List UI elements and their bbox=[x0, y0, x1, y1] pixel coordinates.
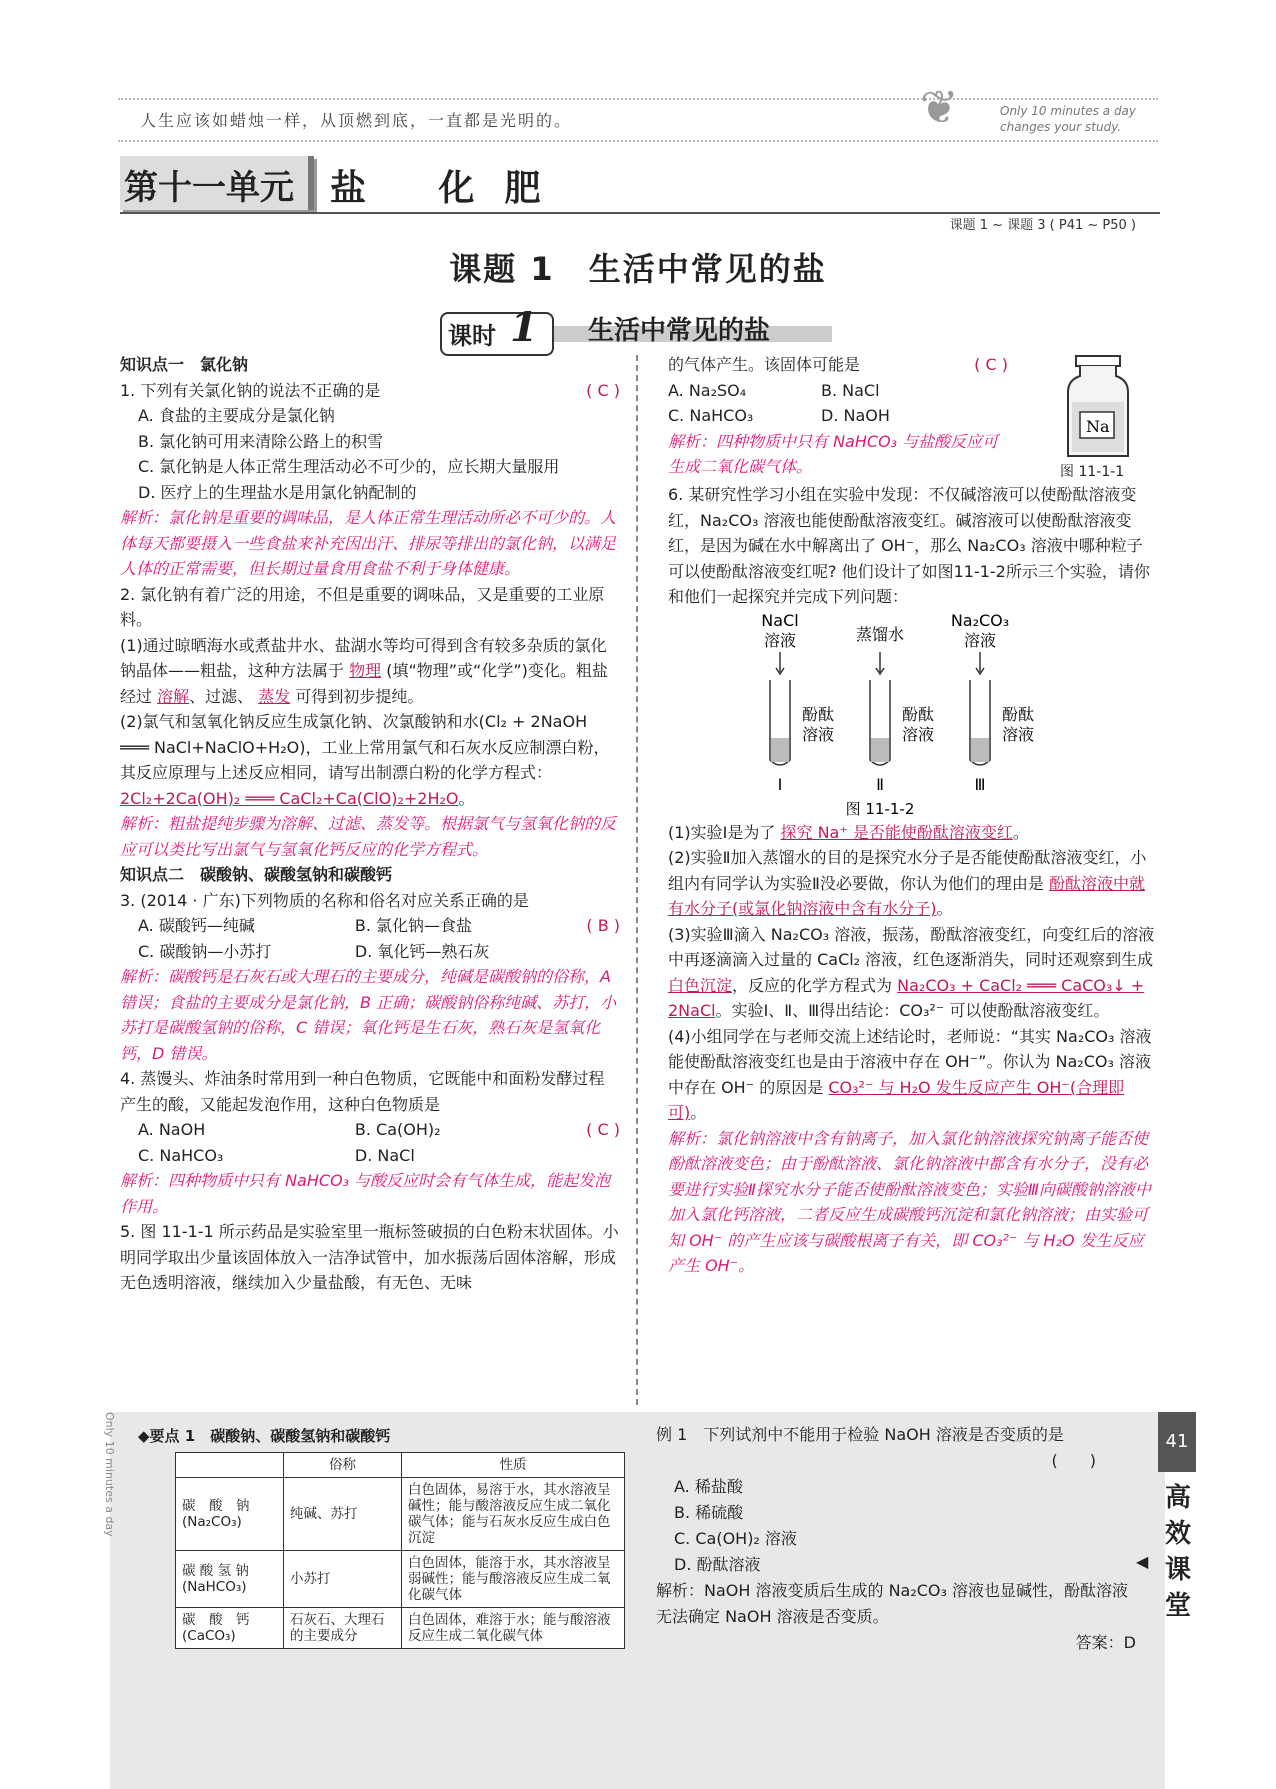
q6-sub3: (3)实验Ⅲ滴入 Na₂CO₃ 溶液，振荡，酚酞溶液变红，向变红后的溶液中再逐滴滴入过量的 CaCl₂ 溶液，红色逐渐消失，同时还观察到生成 白色沉淀，反应的化学方程式为 Na₂CO₃ + CaCl₂ ═══ CaCO₃↓ + 2NaCl。实验Ⅰ、Ⅱ、Ⅲ得出结论：CO₃²⁻ 可以使酚酞溶液变红。 bbox=[668, 924, 1155, 1020]
table-cell: 小苏打 bbox=[284, 1551, 402, 1608]
q4-answer: ( C ) bbox=[586, 1120, 620, 1139]
q1-option: D. 医疗上的生理盐水是用氯化钠配制的 bbox=[138, 482, 417, 502]
q6-sub2: (2)实验Ⅱ加入蒸馏水的目的是探究水分子是否能使酚酞溶液变红，小组内有同学认为实验Ⅱ没必要做，你认为他们的理由是 酚酞溶液中就有水分子(或氯化钠溶液中含有水分子)。 bbox=[668, 848, 1147, 918]
table-row bbox=[176, 1478, 625, 1551]
example-bracket: ( ) bbox=[1051, 1451, 1096, 1470]
q6-answer-4: Na₂CO₃ + CaCl₂ ═══ CaCO₃↓ + 2NaCl bbox=[668, 975, 1145, 1020]
unit-title: 盐 化肥 bbox=[330, 168, 571, 209]
q5-analysis: 解析：四种物质中只有 NaHCO₃ 与盐酸反应可生成二氧化碳气体。 bbox=[668, 431, 999, 476]
q1-option: C. 氯化钠是人体正常生理活动必不可少的，应长期大量服用 bbox=[138, 457, 560, 476]
q4-stem: 4. 蒸馒头、炸油条时常用到一种白色物质，它既能中和面粉发酵过程产生的酸，又能起发泡作用，这种白色物质是 ( C ) bbox=[120, 1066, 620, 1117]
reagent-bottle-figure bbox=[1058, 352, 1158, 472]
q3-stem: 3. (2014 · 广东)下列物质的名称和俗名对应关系正确的是 ( B ) bbox=[120, 888, 620, 914]
q2-answer-2: 溶解 bbox=[157, 686, 190, 706]
comparison-table bbox=[175, 1452, 625, 1649]
q2-analysis: 解析：粗盐提纯步骤为溶解、过滤、蒸发等。根据氯气与氢氧化钠的反应可以类比写出氯气与氢氧化钙反应的化学方程式。 bbox=[120, 814, 617, 859]
q3-options-row: A. 碳酸钙—纯碱 B. 氯化钠—食盐 bbox=[138, 916, 473, 935]
tube1-label-a: NaCl bbox=[761, 610, 799, 630]
q6-sub1: (1)实验Ⅰ是为了 探究 Na⁺ 是否能使酚酞溶液变红。 bbox=[668, 822, 1029, 842]
q6-answer-3: 白色沉淀 bbox=[668, 975, 733, 995]
q3-answer: ( B ) bbox=[586, 916, 620, 935]
bottle-label: Na bbox=[1086, 417, 1110, 436]
motto-text: 人生应该如蜡烛一样，从顶燃到底，一直都是光明的。 bbox=[140, 111, 573, 130]
indicator-label-1a: 酚酞 bbox=[802, 704, 835, 724]
example-option: B. 稀硫酸 bbox=[674, 1503, 744, 1522]
table-cell: 碳 酸 钠 (Na₂CO₃) bbox=[176, 1478, 284, 1551]
figure-2-caption: 图 11-1-2 bbox=[845, 799, 915, 818]
q4-options-row: C. NaHCO₃ D. NaCl bbox=[138, 1145, 415, 1165]
example-option: A. 稀盐酸 bbox=[674, 1477, 743, 1496]
table-cell: 白色固体，难溶于水；能与酸溶液反应生成二氧化碳气体 bbox=[402, 1608, 625, 1649]
knowledge-point-1: 知识点一 氯化钠 bbox=[120, 355, 249, 374]
q1-analysis: 解析：氯化钠是重要的调味品，是人体正常生理活动所必不可少的。人体每天都要摄入一些食盐来补充因出汗、排尿等排出的氯化钠，以满足人体的正常需要，但长期过量食用食盐不利于身体健康。 bbox=[120, 508, 617, 578]
q2-part1: (1)通过晾晒海水或煮盐井水、盐湖水等均可得到含有较多杂质的氯化钠晶体——粗盐，这种方法属于 物理 (填“物理”或“化学”)变化。粗盐经过 溶解、过滤、 蒸发 可得到初步提纯。 bbox=[120, 635, 608, 706]
q4-analysis: 解析：四种物质中只有 NaHCO₃ 与酸反应时会有气体生成，能起发泡作用。 bbox=[120, 1171, 611, 1216]
q3-analysis: 解析：碳酸钙是石灰石或大理石的主要成分，纯碱是碳酸钠的俗称，A 错误；食盐的主要成分是氯化钠，B 正确；碳酸钠俗称纯碱、苏打，小苏打是碳酸氢钠的俗称，C 错误；氧化钙是生石灰，熟石灰是氢氧化钙，D 错误。 bbox=[120, 967, 617, 1063]
q2-answer-4: 2Cl₂+2Ca(OH)₂ ═══ CaCl₂+Ca(ClO)₂+2H₂O bbox=[120, 788, 459, 808]
q6-answer-1: 探究 Na⁺ 是否能使酚酞溶液变红 bbox=[780, 822, 1013, 842]
q5-options-row: C. NaHCO₃ D. NaOH bbox=[668, 406, 890, 425]
slogan-line-1: Only 10 minutes a day bbox=[1000, 104, 1137, 118]
tip-title: ◆要点 1 碳酸钠、碳酸氢钠和碳酸钙 bbox=[138, 1427, 391, 1445]
table-header bbox=[176, 1453, 284, 1478]
indicator-label-3a: 酚酞 bbox=[1002, 704, 1035, 724]
tube2-liquid bbox=[871, 738, 889, 762]
q5-options-row: A. Na₂SO₄ B. NaCl bbox=[668, 380, 880, 400]
example-block bbox=[656, 1422, 1136, 1656]
period-label: 课时 bbox=[448, 322, 496, 350]
tube2-label: 蒸馏水 bbox=[855, 624, 905, 644]
lesson-title: 课题 1 生活中常见的盐 bbox=[449, 250, 827, 288]
tube3-label-b: 溶液 bbox=[963, 630, 997, 650]
q6-answer-2: 酚酞溶液中就有水分子(或氯化钠溶液中含有水分子) bbox=[668, 873, 1145, 918]
side-label: 高 效 课 堂 bbox=[1164, 1483, 1191, 1621]
indicator-label-2a: 酚酞 bbox=[902, 704, 935, 724]
tube3-label-a: Na₂CO₃ bbox=[950, 610, 1010, 630]
right-column bbox=[668, 352, 1158, 1279]
triangle-left-icon: ◀ bbox=[1136, 1552, 1149, 1571]
tube3-liquid bbox=[971, 738, 989, 762]
example-option: C. Ca(OH)₂ 溶液 bbox=[674, 1529, 797, 1548]
q6-sub4: (4)小组同学在与老师交流上述结论时，老师说：“其实 Na₂CO₃ 溶液能使酚酞溶液变红也是由于溶液中存在 OH⁻”。你认为 Na₂CO₃ 溶液中存在 OH⁻ 的原因是 CO₃²⁻ 与 H₂O 发生反应产生 OH⁻(合理即可)。 bbox=[668, 1026, 1152, 1122]
table-cell: 白色固体，能溶于水，其水溶液呈弱碱性；能与酸溶液反应生成二氧化碳气体 bbox=[402, 1551, 625, 1608]
period-title: 生活中常见的盐 bbox=[588, 316, 771, 346]
q2-answer-1: 物理 bbox=[349, 661, 382, 680]
knowledge-point-2: 知识点二 碳酸钠、碳酸氢钠和碳酸钙 bbox=[120, 865, 393, 884]
q2-stem: 2. 氯化钠有着广泛的用途，不但是重要的调味品，又是重要的工业原料。 bbox=[120, 584, 605, 629]
table-cell: 碳 酸 氢 钠 (NaHCO₃) bbox=[176, 1551, 284, 1608]
q1-answer: ( C ) bbox=[586, 380, 620, 400]
indicator-label-3b: 溶液 bbox=[1002, 724, 1035, 744]
left-column bbox=[120, 352, 620, 1296]
tube1-liquid bbox=[771, 738, 789, 762]
vertical-slogan: Only 10 minutes a day bbox=[103, 1412, 116, 1537]
figure-1-caption: 图 11-1-1 bbox=[1060, 464, 1125, 480]
q2-part2: (2)氯气和氢氧化钠反应生成氯化钠、次氯酸钠和水(Cl₂ + 2NaOH ═══ NaCl+NaClO+H₂O)，工业上常用氯气和石灰水反应制漂白粉，其反应原理与上述反应相同，请写出制漂白粉的化学方程式： 2Cl₂+2Ca(OH)₂ ═══ CaCl₂+Ca(ClO)₂+2H₂O。 bbox=[120, 712, 610, 808]
slogan-line-2: changes your study. bbox=[1000, 120, 1122, 134]
q5-block bbox=[668, 352, 1158, 482]
q1-stem: 1. 下列有关氯化钠的说法不正确的是 ( C ) bbox=[120, 378, 620, 404]
q1-option: A. 食盐的主要成分是氯化钠 bbox=[138, 406, 335, 425]
table-header-row bbox=[176, 1453, 625, 1478]
q3-options-row: C. 碳酸钠—小苏打 D. 氧化钙—熟石灰 bbox=[138, 941, 490, 961]
q5-stem: 5. 图 11-1-1 所示药品是实验室里一瓶标签破损的白色粉末状固体。小明同学取出少量该固体放入一洁净试管中，加水振荡后固体溶解，形成无色透明溶液，继续加入少量盐酸，有无色、无味 bbox=[120, 1222, 619, 1292]
q2-answer-3: 蒸发 bbox=[258, 686, 291, 706]
table-cell: 碳 酸 钙 (CaCO₃) bbox=[176, 1608, 284, 1649]
table-cell: 纯碱、苏打 bbox=[284, 1478, 402, 1551]
q6-answer-5: CO₃²⁻ 与 H₂O 发生反应产生 OH⁻(合理即可) bbox=[668, 1077, 1125, 1122]
table-row bbox=[176, 1608, 625, 1649]
table-row bbox=[176, 1551, 625, 1608]
table-header: 性质 bbox=[402, 1453, 625, 1478]
tube3-number: Ⅲ bbox=[974, 774, 986, 794]
example-answer: 答案：D bbox=[1075, 1633, 1136, 1652]
q1-option: B. 氯化钠可用来清除公路上的积雪 bbox=[138, 431, 384, 451]
q4-options-row: A. NaOH B. Ca(OH)₂ bbox=[138, 1120, 441, 1139]
table-cell: 石灰石、大理石的主要成分 bbox=[284, 1608, 402, 1649]
q5-answer: ( C ) bbox=[974, 355, 1008, 374]
example-analysis: 解析：NaOH 溶液变质后生成的 Na₂CO₃ 溶液也显碱性，酚酞溶液无法确定 NaOH 溶液是否变质。 bbox=[656, 1581, 1129, 1626]
unit-number: 第十一单元 bbox=[124, 168, 294, 208]
table-header: 俗称 bbox=[284, 1453, 402, 1478]
leaf-decoration-icon: ❦ bbox=[920, 80, 959, 134]
period-number: 1 bbox=[510, 304, 538, 351]
page-range: 课题 1 ~ 课题 3 ( P41 ~ P50 ) bbox=[949, 218, 1136, 233]
tube1-label-b: 溶液 bbox=[763, 630, 797, 650]
indicator-label-2b: 溶液 bbox=[902, 724, 935, 744]
page-number: 41 bbox=[1158, 1412, 1196, 1472]
tube1-number: Ⅰ bbox=[777, 774, 783, 794]
column-divider bbox=[636, 355, 638, 1405]
tube2-number: Ⅱ bbox=[876, 774, 884, 794]
q5-continuation: 的气体产生。该固体可能是 ( C ) bbox=[668, 352, 1008, 378]
indicator-label-1b: 溶液 bbox=[802, 724, 835, 744]
table-cell: 白色固体，易溶于水，其水溶液呈碱性；能与酸溶液反应生成二氧化碳气体；能与石灰水反应生成白色沉淀 bbox=[402, 1478, 625, 1551]
experiment-figure bbox=[668, 610, 1158, 820]
q6-stem: 6. 某研究性学习小组在实验中发现：不仅碱溶液可以使酚酞溶液变红，Na₂CO₃ 溶液也能使酚酞溶液变红。碱溶液可以使酚酞溶液变红，是因为碱在水中解离出了 OH⁻，那么 Na₂CO₃ 溶液中哪种粒子可以使酚酞溶液变红呢? 他们设计了如图11-1-2所示三个实验，请你和他们一起探究并完成下列问题： bbox=[668, 485, 1150, 606]
example-stem: 例 1 下列试剂中不能用于检验 NaOH 溶液是否变质的是 bbox=[656, 1425, 1064, 1444]
example-option: D. 酚酞溶液 bbox=[674, 1555, 761, 1574]
q6-analysis: 解析：氯化钠溶液中含有钠离子，加入氯化钠溶液探究钠离子能否使酚酞溶液变色；由于酚酞溶液、氯化钠溶液中都含有水分子，没有必要进行实验Ⅱ探究水分子能否使酚酞溶液变色；实验Ⅲ向碳酸钠溶液中加入氯化钙溶液，二者反应生成碳酸钙沉淀和氯化钠溶液；由实验可知 OH⁻ 的产生应该与碳酸根离子有关，即 CO₃²⁻ 与 H₂O 发生反应产生 OH⁻。 bbox=[668, 1128, 1151, 1275]
